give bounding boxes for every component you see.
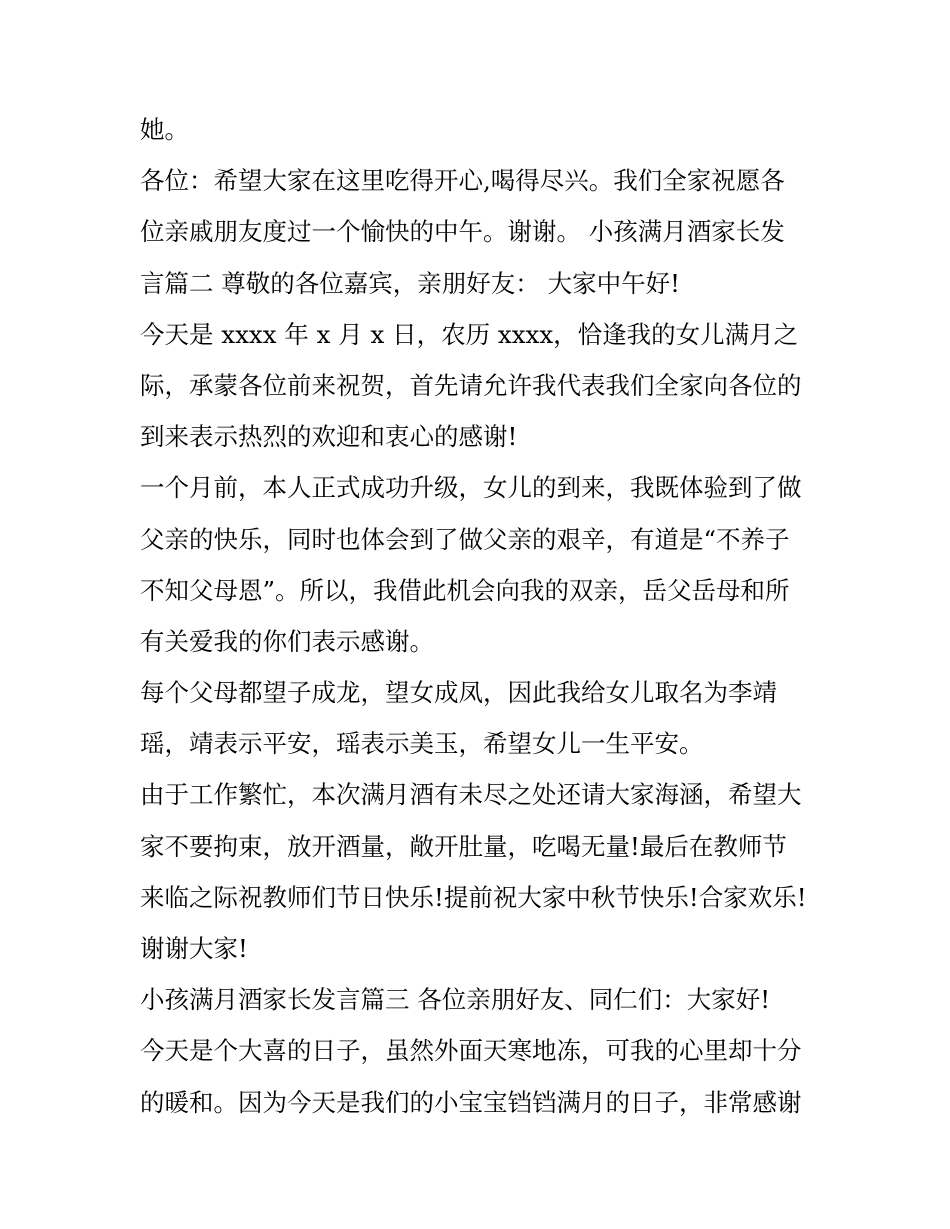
text-line: 有关爱我的你们表示感谢。	[140, 626, 434, 656]
text-line: 家不要拘束，放开酒量，敞开肚量，吃喝无量!最后在教师节	[140, 831, 787, 861]
text-line: 来临之际祝教师们节日快乐!提前祝大家中秋节快乐!合家欢乐!	[140, 882, 807, 912]
text-line: 际，承蒙各位前来祝贺，首先请允许我代表我们全家向各位的	[140, 370, 802, 400]
text-line: 言篇二 尊敬的各位嘉宾，亲朋好友： 大家中午好!	[140, 268, 680, 298]
text-line: 今天是 xxxx 年 x 月 x 日，农历 xxxx，恰逢我的女儿满月之	[140, 319, 799, 349]
text-line: 小孩满月酒家长发言篇三 各位亲朋好友、同仁们：大家好!	[140, 985, 771, 1015]
text-line: 今天是个大喜的日子，虽然外面天寒地冻，可我的心里却十分	[140, 1036, 802, 1066]
text-line: 由于工作繁忙，本次满月酒有未尽之处还请大家海涵，希望大	[140, 780, 802, 810]
text-line: 瑶，靖表示平安，瑶表示美玉，希望女儿一生平安。	[140, 729, 704, 759]
document-text	[140, 104, 820, 1128]
text-line: 每个父母都望子成龙，望女成凤，因此我给女儿取名为李靖	[140, 678, 777, 708]
text-line: 到来表示热烈的欢迎和衷心的感谢!	[140, 422, 518, 452]
text-line: 各位：希望大家在这里吃得开心,喝得尽兴。我们全家祝愿各	[140, 166, 785, 196]
text-line: 不知父母恩”。所以，我借此机会向我的双亲，岳父岳母和所	[140, 575, 790, 605]
text-line: 父亲的快乐，同时也体会到了做父亲的艰辛，有道是“不养子	[140, 524, 790, 554]
text-line: 她。	[140, 115, 189, 144]
text-line: 一个月前，本人正式成功升级，女儿的到来，我既体验到了做	[140, 473, 802, 503]
text-line: 的暖和。因为今天是我们的小宝宝铛铛满月的日子，非常感谢	[140, 1087, 802, 1117]
text-line: 位亲戚朋友度过一个愉快的中午。谢谢。 小孩满月酒家长发	[140, 217, 785, 247]
text-line: 谢谢大家!	[140, 934, 248, 963]
